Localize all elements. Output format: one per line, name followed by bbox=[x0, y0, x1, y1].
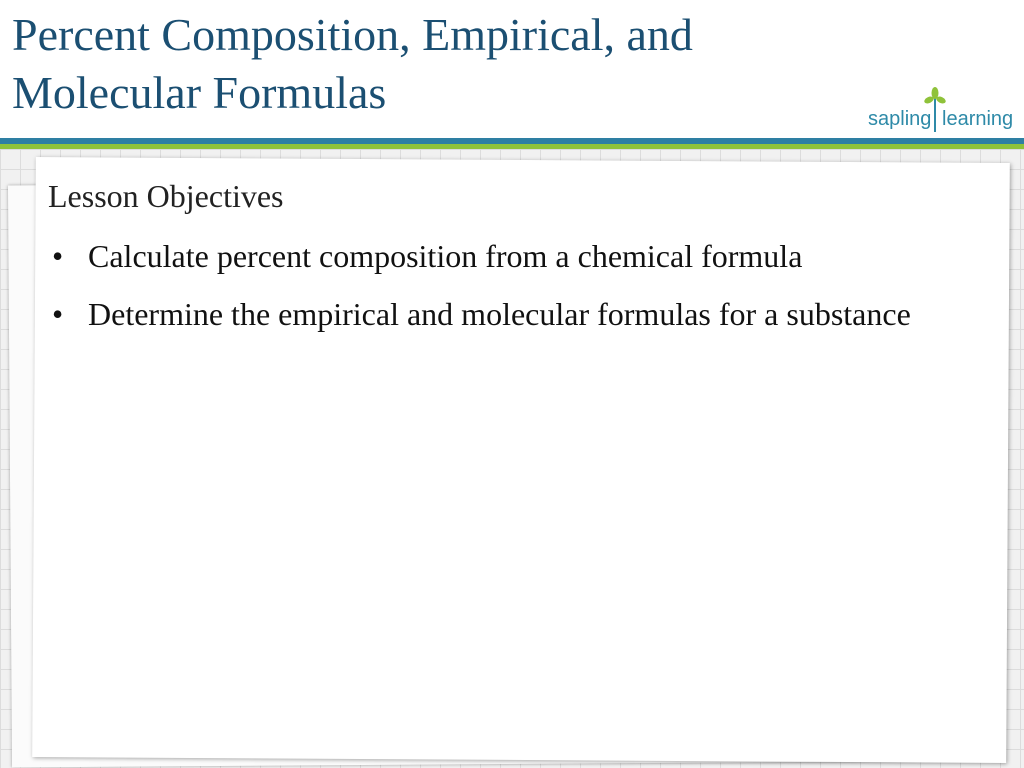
logo-word-learning: learning bbox=[942, 108, 1014, 130]
objective-text: Calculate percent composition from a chemical formula bbox=[88, 238, 803, 274]
slide-title-line-2: Molecular Formulas bbox=[12, 67, 387, 118]
objective-item bbox=[48, 232, 968, 280]
slide-title-line-1: Percent Composition, Empirical, and bbox=[12, 9, 693, 60]
sapling-learning-logo bbox=[868, 86, 1018, 132]
bullet-icon: • bbox=[52, 296, 64, 332]
objectives-heading: Lesson Objectives bbox=[48, 178, 284, 214]
objective-text: Determine the empirical and molecular formulas for a substance bbox=[88, 296, 911, 332]
slide-content bbox=[48, 174, 968, 348]
bullet-icon: • bbox=[52, 238, 64, 274]
objectives-list bbox=[48, 232, 968, 338]
slide-title bbox=[12, 6, 872, 122]
logo-word-sapling: sapling bbox=[868, 108, 932, 130]
slide-header bbox=[0, 0, 1024, 138]
objective-item bbox=[48, 290, 968, 338]
